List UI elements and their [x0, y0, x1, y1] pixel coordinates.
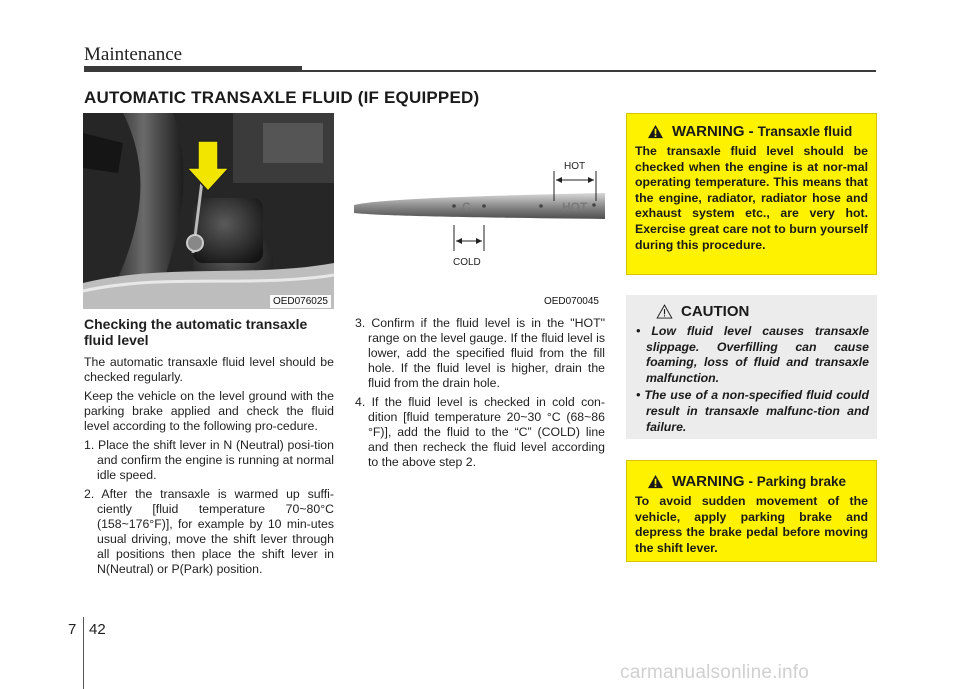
page-number: 42 [89, 621, 106, 638]
engine-bay-photo [83, 113, 334, 309]
dipstick-illustration [354, 113, 605, 309]
caution-triangle-icon [656, 304, 673, 319]
warning1-body: The transaxle fluid level should be checked when the engine is at nor-mal operating temperature. This means that the engine, radiator, radiator hose and exhaust system etc., are very hot. Exercise great care not to burn yourself during this procedure. [635, 144, 868, 252]
dipstick-diagram [354, 113, 605, 309]
site-watermark: carmanualsonline.info [620, 662, 810, 683]
step-4: 4. If the fluid level is checked in cold con-dition [fluid temperature 20~30 °C (68~86 °F)], add the fluid to the “C” (COLD) line and then recheck the fluid level according to the above step 2. [355, 395, 605, 469]
footer-vertical-rule [83, 617, 84, 689]
header-rule-thin [302, 70, 876, 72]
warning1-title [635, 123, 868, 140]
photo2-caption: OED070045 [541, 295, 602, 308]
step-1: 1. Place the shift lever in N (Neutral) posi-tion and confirm the engine is running at normal idle speed. [84, 438, 334, 482]
warning2-body: To avoid sudden movement of the vehicle, apply parking brake and depress the brake pedal before moving the shift lever. [635, 494, 868, 555]
warning-transaxle-fluid [626, 113, 877, 275]
cold-label: COLD [453, 257, 481, 268]
paragraph-2: Keep the vehicle on the level ground with the parking brake applied and check the fluid level according to the following pro-cedure. [84, 389, 334, 433]
hot-label: HOT [564, 161, 586, 172]
caution-body [634, 324, 869, 435]
page-title: AUTOMATIC TRANSAXLE FLUID (IF EQUIPPED) [84, 88, 480, 107]
caution-title [634, 303, 869, 320]
section-header: Maintenance [84, 44, 183, 65]
photo1-caption: OED076025 [270, 295, 331, 308]
warning-triangle-icon [647, 124, 664, 139]
step-2: 2. After the transaxle is warmed up suffi-ciently [fluid temperature 70~80°C (158~176°F)], for example by 10 min-utes usual driving, move the shift lever through all positions then place the shift lever in N(Neutral) or P(Park) position. [84, 487, 334, 576]
warning1-label: WARNING - [672, 123, 754, 140]
engine-bay-illustration [83, 113, 334, 309]
subtitle: Checking the automatic transaxle fluid level [84, 316, 308, 348]
warning-triangle-icon [647, 474, 664, 489]
stick-hot-mark: HOT [562, 200, 588, 214]
warning2-title [635, 473, 868, 490]
caution-box [626, 295, 877, 439]
caution-bullet-2: • The use of a non-specified fluid could result in transaxle malfunc-tion and failure. [636, 388, 869, 434]
paragraph-1: The automatic transaxle fluid level should be checked regularly. [84, 355, 334, 384]
warning-parking-brake [626, 460, 877, 562]
stick-c-mark: C [462, 200, 471, 214]
chapter-number: 7 [68, 621, 77, 638]
warning2-topic: - Parking brake [748, 474, 847, 489]
header-rule-thick [84, 66, 302, 72]
middle-column [355, 316, 605, 474]
left-column [84, 316, 334, 581]
caution-bullet-1: • Low fluid level causes transaxle slippage. Overfilling can cause foaming, loss of fluid and transaxle malfunction. [636, 324, 869, 385]
warning1-topic: Transaxle fluid [757, 124, 853, 139]
caution-label: CAUTION [681, 303, 750, 320]
warning2-label: WARNING [672, 473, 745, 490]
step-3: 3. Confirm if the fluid level is in the "HOT" range on the level gauge. If the fluid level is lower, add the specified fluid from the fill hole. If the fluid level is higher, drain the fluid from the drain hole. [355, 316, 605, 390]
